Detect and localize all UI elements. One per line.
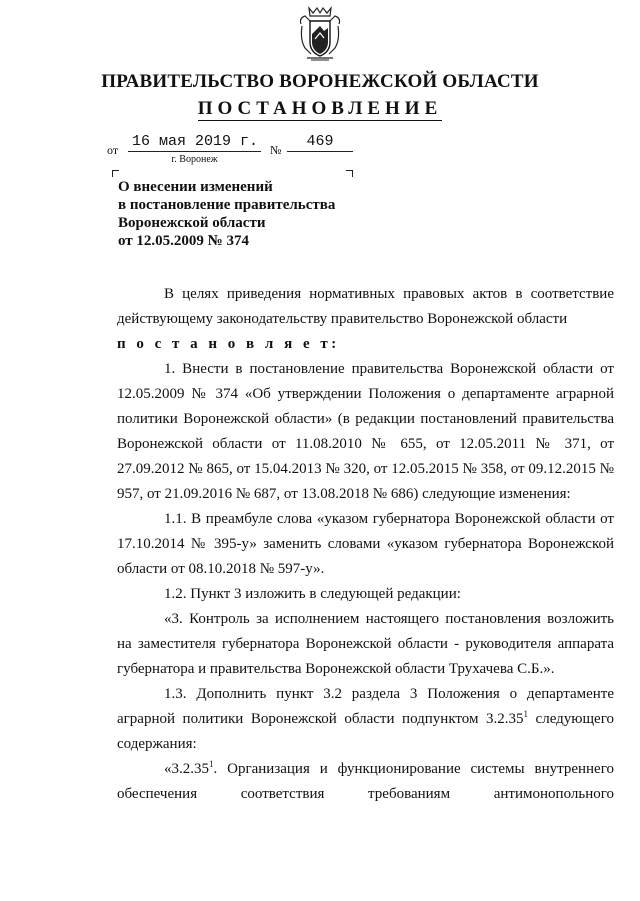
title-line: О внесении изменений [118, 179, 273, 195]
document-place: г. Воронеж [171, 154, 218, 165]
title-line: от 12.05.2009 № 374 [118, 233, 249, 249]
title-line: Воронежской области [118, 215, 266, 231]
item-1-3-paragraph: 1.3. Дополнить пункт 3.2 раздела 3 Положения о департаменте аграрной политики Воронежской области подпунктом 3.2.35$^1$ следующего содержания: [117, 686, 614, 752]
number-underline [287, 151, 353, 152]
date-underline [128, 151, 261, 152]
quote-3-paragraph: «3. Контроль за исполнением настоящего постановления возложить на заместителя губернатора Воронежской области - руководителя аппарата губернатора и правительства Воронежской области Трухачева С.Б.». [117, 611, 614, 677]
document-title [118, 178, 378, 250]
document-date: 16 мая 2019 г. [131, 133, 259, 150]
title-line: в постановление правительства [118, 197, 336, 213]
item-1-2-paragraph: 1.2. Пункт 3 изложить в следующей редакции: [164, 586, 461, 602]
document-body [117, 282, 614, 807]
number-sign: № [270, 143, 282, 157]
document-type: ПОСТАНОВЛЕНИЕ [197, 98, 443, 119]
item-1-1-paragraph: 1.1. В преамбуле слова «указом губернатора Воронежской области от 17.10.2014 № 395-у» заменить словами «указом губернатора Воронежской области от 08.10.2018 № 597-у». [117, 511, 614, 577]
title-corner-left [112, 170, 119, 177]
preamble-paragraph: В целях приведения нормативных правовых актов в соответствие действующему законодательству правительство Воронежской области [117, 286, 614, 327]
coat-of-arms-icon [297, 4, 343, 62]
quote-3-2-35-paragraph: «3.2.35$^1$. Организация и функционирование системы внутреннего обеспечения соответствия требованиям антимонопольного [117, 759, 614, 802]
resolves-word: п о с т а н о в л я е т: [117, 336, 340, 352]
government-name: ПРАВИТЕЛЬСТВО ВОРОНЕЖСКОЙ ОБЛАСТИ [101, 71, 539, 92]
title-corner-right [346, 170, 353, 177]
document-number: 469 [306, 133, 334, 150]
item-1-paragraph: 1. Внести в постановление правительства Воронежской области от 12.05.2009 № 374 «Об утверждении Положения о департаменте аграрной политики Воронежской области» (в редакции постановлений правительства Воронежской области от 11.08.2010 № 655, от 12.05.2011 № 371, от 27.09.2012 № 865, от 15.04.2013 № 320, от 12.05.2015 № 358, от 09.12.2015 № 957, от 21.09.2016 № 687, от 13.08.2018 № 686) следующие изменения: [117, 361, 614, 502]
date-prefix: от [107, 143, 119, 157]
